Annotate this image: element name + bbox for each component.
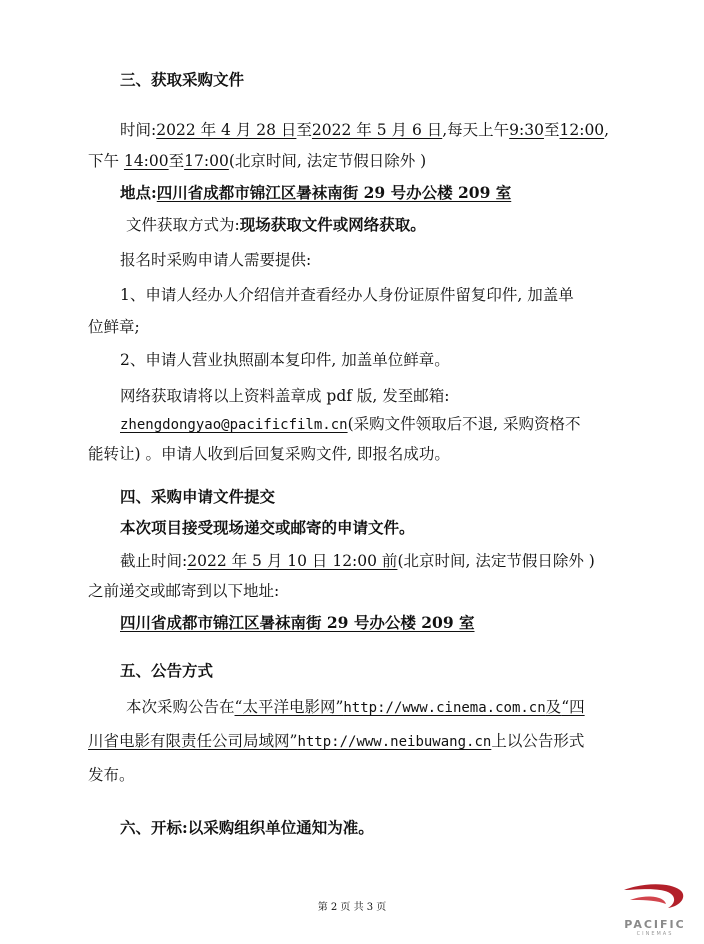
section6-heading: 六、开标:	[120, 818, 188, 837]
method-value: 现场获取文件或网络获取。	[239, 215, 426, 234]
logo-name: PACIFIC	[624, 918, 686, 931]
am-start: 9:30	[509, 121, 544, 139]
site2-url-link[interactable]: http://www.neibuwang.cn	[297, 734, 492, 750]
online-note2: 能转让) 。申请人收到后回复采购文件, 即报名成功。	[88, 445, 450, 463]
section6-line	[120, 818, 374, 838]
accept-line: 本次项目接受现场递交或邮寄的申请文件。	[120, 518, 415, 537]
item2: 2、申请人营业执照副本复印件, 加盖单位鲜章。	[120, 351, 450, 369]
deadline-note: (北京时间, 法定节假日除外 )	[397, 552, 595, 570]
deliver-address: 四川省成都市锦江区暑袜南街 29 号办公楼 209 室	[120, 613, 475, 632]
notice-join: 及	[545, 698, 562, 716]
pm-start: 14:00	[123, 152, 169, 170]
notice-prefix: 本次采购公告在	[126, 698, 235, 716]
section5-heading: 五、公告方式	[120, 661, 214, 680]
notice-suffix: 上以公告形式	[491, 732, 585, 750]
notice-line1	[126, 697, 585, 718]
time-prefix: 时间:	[120, 121, 157, 139]
time-to: 至	[296, 121, 312, 139]
time-daily: ,每天上午	[442, 121, 510, 139]
address-value: 四川省成都市锦江区暑袜南街 29 号办公楼 209 室	[156, 183, 512, 202]
pm-prefix: 下午	[88, 152, 120, 170]
address-label: 地点:	[120, 183, 157, 202]
deliver-line: 之前递交或邮寄到以下地址:	[88, 582, 280, 600]
time-line-1	[120, 120, 609, 140]
pm-end: 17:00	[184, 152, 229, 170]
site2-name-a: “四	[561, 698, 585, 716]
section3-heading: 三、获取采购文件	[120, 70, 245, 89]
address-line	[120, 183, 511, 203]
pm-note: (北京时间, 法定节假日除外 )	[228, 152, 427, 170]
site2-name-b: 川省电影有限责任公司局域网”	[88, 732, 298, 750]
deadline-line	[120, 551, 595, 571]
notice-line2	[88, 731, 584, 752]
email-link[interactable]: zhengdongyao@pacificfilm.cn	[120, 417, 348, 433]
site1-url-link[interactable]: http://www.cinema.com.cn	[343, 700, 546, 716]
section4-heading: 四、采购申请文件提交	[120, 487, 276, 506]
item1-line2: 位鲜章;	[88, 318, 140, 336]
section6-text: 以采购组织单位通知为准。	[187, 818, 374, 837]
notice-line3: 发布。	[88, 766, 135, 784]
time-end: 2022 年 5 月 6 日	[311, 121, 443, 139]
page-number: 第 2 页 共 3 页	[317, 902, 387, 913]
logo-sub: CINEMAS	[636, 931, 674, 937]
deadline-value: 2022 年 5 月 10 日 12:00 前	[187, 552, 398, 570]
time-start: 2022 年 4 月 28 日	[156, 121, 297, 139]
pm-to: 至	[168, 152, 185, 170]
required-intro: 报名时采购申请人需要提供:	[120, 251, 312, 269]
deadline-prefix: 截止时间:	[120, 552, 188, 570]
site1-name: “太平洋电影网”	[234, 698, 344, 716]
online-line	[120, 414, 580, 435]
am-end: 12:00	[559, 121, 605, 139]
time-comma: ,	[604, 121, 610, 139]
time-line-2	[88, 151, 426, 171]
method-label: 文件获取方式为:	[126, 216, 240, 234]
am-to: 至	[543, 121, 560, 139]
online-intro: 网络获取请将以上资料盖章成 pdf 版, 发至邮箱:	[120, 387, 450, 405]
method-line	[126, 215, 426, 235]
online-note1: (采购文件领取后不退, 采购资格不	[347, 415, 581, 433]
item1-line1: 1、申请人经办人介绍信并查看经办人身份证原件留复印件, 加盖单	[120, 286, 574, 304]
